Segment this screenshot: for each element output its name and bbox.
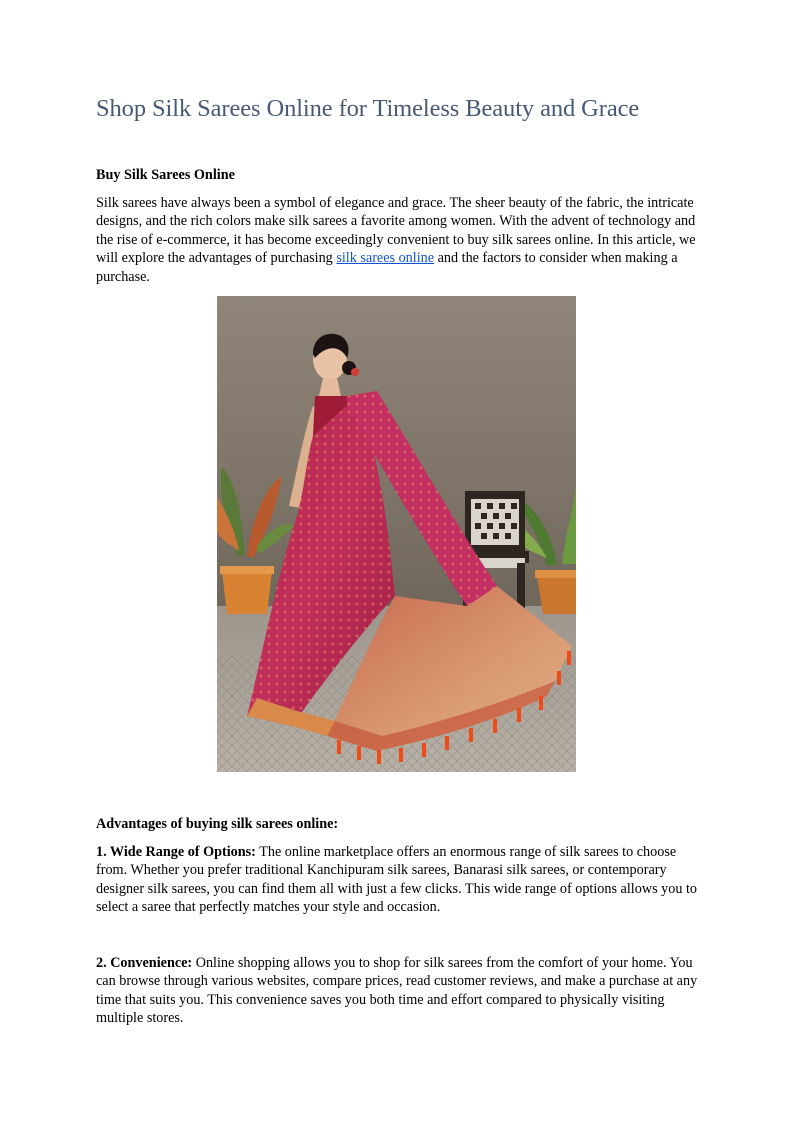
section-heading-buy-online: Buy Silk Sarees Online (96, 167, 235, 183)
advantage-text: The online marketplace offers an enormous range of silk sarees to choose from. Whether you prefer traditional Kanchipuram silk sarees, Banarasi silk sarees, or contemporary designer silk sarees, you can find them all with just a few clicks. This wide range of options allows you to select a saree that perfectly matches your style and occasion. (96, 844, 698, 916)
advantage-text: Online shopping allows you to shop for silk sarees from the comfort of your home. You can browse through various websites, compare prices, read customer reviews, and make a purchase at any time that suits you. This convenience saves you both time and effort compared to physically visiting multiple stores. (96, 955, 698, 1027)
silk-sarees-online-link[interactable]: silk sarees online (336, 250, 435, 267)
intro-text-start: Silk sarees have always been a symbol of elegance and grace. The sheer beauty of the fabric, the intricate designs, and the rich colors make silk sarees a favorite among women. With the advent of technology and the rise of e-commerce, it has become exceedingly convenient to buy silk sarees online. In this article, we will explore the advantages of purchasing (96, 195, 696, 267)
intro-text-end: and the factors to consider when making a purchase. (96, 250, 678, 285)
advantage-convenience (96, 954, 706, 1028)
page-title: Shop Silk Sarees Online for Timeless Beauty and Grace (96, 95, 640, 122)
advantage-label: 2. Convenience: (96, 955, 193, 971)
intro-paragraph (96, 194, 706, 286)
advantage-wide-range (96, 843, 706, 917)
section-heading-advantages: Advantages of buying silk sarees online: (96, 816, 339, 832)
advantage-label: 1. Wide Range of Options: (96, 844, 256, 860)
saree-photo (217, 296, 576, 772)
